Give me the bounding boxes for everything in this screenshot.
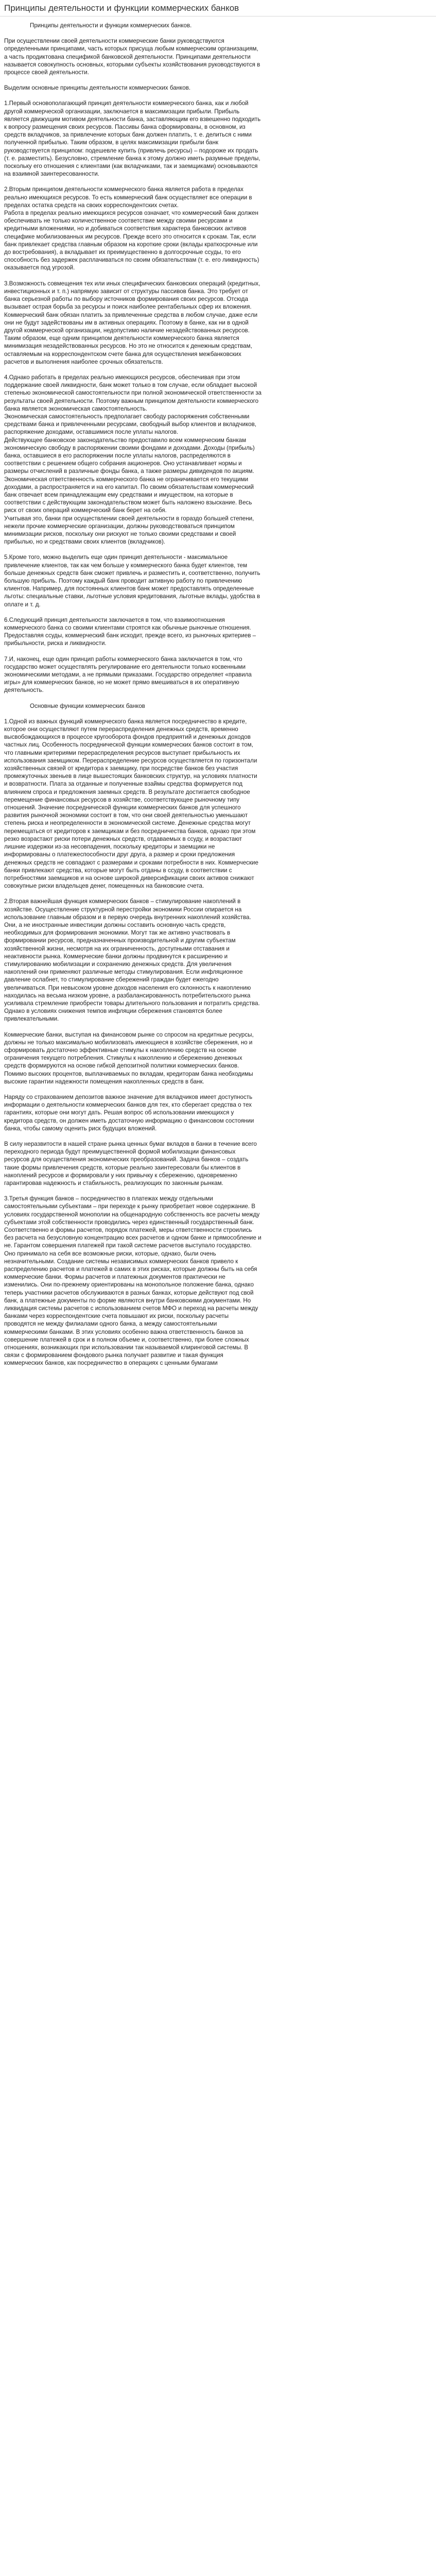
- function-2-paragraph: 2.Вторая важнейшая функция коммерческих банков – стимулирование накоплений в хозяйстве. Осуществление структурной перестройки экономики России опирается на использование главным образом и в первую очередь внутренних накоплений хозяйства. Они, а не иностранные инвестиции должны составить основную часть средств, необходимых для формирования экономики. Могут так же активно участвовать в формировании ресурсов, предназначенных производительной и другим субъектам хозяйственной жизни, несмотря на их ограниченность, доступными отставания и неактивности рынка. Коммерческие банки должны продвинутся к расширению и стимулированию мобилизации и сохранению денежных средств. Для увеличения накоплений они применяют различные методы стимулирования. Если инфляционное давление ослабнет, то стимулирование сбережений граждан будет ежегодно увеличиваться. При невысоком уровне доходов населения его склонность к накоплению находилась на весьма низком уровне, а разбалансированность потребительского рынка усиливала стремление приобрести товары длительного пользования и потратить средства. Однако в условиях снижения темпов инфляции сбережения становятся более привлекательными.: [4, 898, 260, 1023]
- principle-3-paragraph-continued: Коммерческий банк обязан платить за привлеченные средства в любом случае, даже если они не будут задействованы им в активных операциях. Поэтому в банке, как ни в одной другой коммерческой организации, недопустимо наличие незадействованных ресурсов. Таким образом, еще одним принципом деятельности коммерческого банка является минимизация незадействованных ресурсов. Но это не относится к денежным средствам, оставляемым на корреспондентском счете банка для осуществления межбанковских расчетов и выполнения наиболее срочных обязательств.: [4, 311, 258, 365]
- principle-4-paragraph-b: Экономическая самостоятельность предполагает свободу распоряжения собственными средствами банка и привлеченными ресурсами, свободный выбор клиентов и вкладчиков, распоряжение доходами, оставшимися после уплаты налогов.: [4, 413, 256, 436]
- principle-5-paragraph: 5.Кроме того, можно выделить еще один принцип деятельности - максимальное привлечение клиентов, так как чем больше у коммерческого банка будет клиентов, тем больше денежных средств банк сможет привлечь и разместить и, соответственно, получить большую прибыль. Поэтому каждый банк проводит активную работу по привлечению клиентов. Например, для постоянных клиентов банк может предоставлять определенные льготы: специальные ставки, льготные условия кредитования, льготные вклады, удобства в оплате и т. д.: [4, 554, 260, 608]
- principles-intro-paragraph: Выделим основные принципы деятельности коммерческих банков.: [4, 84, 191, 92]
- article-heading: Принципы деятельности и функции коммерческих банков.: [30, 22, 192, 29]
- principle-6-paragraph: 6.Следующий принцип деятельности заключается в том, что взаимоотношения коммерческого банка со своими клиентами строятся как обычные рыночные отношения. Предоставляя ссуды, коммерческий банк исходит, прежде всего, из рыночных критериев – прибыльности, риска и ликвидности.: [4, 616, 256, 647]
- page-title: Принципы деятельности и функции коммерческих банков: [0, 0, 436, 16]
- article-body: [0, 16, 266, 1385]
- principle-4-paragraph-e: Учитывая это, банки при осуществлении своей деятельности в гораздо большей степени, нежели прочие коммерческие организации, должны руководствоваться принципом минимизации рисков, поскольку они рискуют не только своими средствами и своей прибылью, но и средствами своих клиентов (вкладчиков).: [4, 515, 254, 546]
- function-2-paragraph-b: Коммерческие банки, выступая на финансовом рынке со спросом на кредитные ресурсы, должны не только максимально мобилизовать имеющиеся в хозяйстве сбережения, но и сформировать достаточно эффективные стимулы к накоплению средств на основе ограничения текущего потребления. Стимулы к накоплению и сбережению денежных средств формируются на основе гибкой депозитной политики коммерческих банков. Помимо высоких процентов, выплачиваемых по вкладам, кредиторам банка необходимы высокие гарантии надежности помещения накопленных средств в банк.: [4, 1031, 254, 1085]
- function-1-paragraph: 1.Одной из важных функций коммерческого банка является посредничество в кредите, которое они осуществляют путем перераспределения денежных средств, временно высвобождающихся в процессе кругооборота фондов предприятий и денежных доходов частных лиц. Особенность посреднической функции коммерческих банков состоит в том, что главными критериями перераспределения ресурсов выступает прибыльность их использования заемщиком. Перераспределение ресурсов осуществляется по горизонтали хозяйственных связей от кредитора к заемщику, при посредстве банков без участия промежуточных звеньев в лице вышестоящих банковских структур, на условиях платности и возвратности. Плата за отданные и полученные взаймы средства формируется под влиянием спроса и предложения заемных средств. В результате достигается свободное перемещение финансовых ресурсов в хозяйстве, соответствующее рыночному типу отношений. Значение посреднической функции коммерческих банков для успешного развития рыночной экономики состоит в том, что они своей деятельностью уменьшают степень риска и неопределенности в экономической системе. Денежные средства могут перемещаться от кредиторов к заемщикам и без посредничества банков, однако при этом резко возрастают риски потери денежных средств, отдаваемых в ссуду, и возрастают лишние издержки из-за несовпадения, поскольку кредиторы и заемщики не информированы о платежеспособности друг друга, а размер и сроки предложения денежных средств не совпадают с размерами и сроками потребности в них. Коммерческие банки привлекают средства, которые могут быть отданы в ссуду, в соответствии с потребностями заемщиков и на основе широкой диверсификации своих активов снижают совокупные риски владельцев денег, помещенных на банковские счета.: [4, 718, 258, 890]
- function-2-paragraph-d: В силу неразвитости в нашей стране рынка ценных бумаг вкладов в банки в течение всего переходного периода будут преимущественной формой мобилизации финансовых ресурсов для осуществления экономических преобразований. Задача банков – создать такие формы привлечения средств, которые реально заинтересовали бы клиентов в накоплений ресурсов и формировали у них привычку к сбережению, одновременно гарантировав надежность и стабильность, реализующих по законным рынкам.: [4, 1141, 257, 1187]
- principle-2-paragraph-continued: Работа в пределах реально имеющихся ресурсов означает, что коммерческий банк должен обеспечивать не только количественное соответствие между своими ресурсами и кредитными вложениями, но и добиваться соответствия характера банковских активов специфике мобилизованных им ресурсов. Прежде всего это относится к срокам. Так, если банк привлекает средства главным образом на короткие сроки (вклады краткосрочные или до востребования), а вкладывает их преимущественно в долгосрочные ссуды, то его способность без задержек расплачиваться по своим обязательствам (т. е. его ликвидность) оказывается под угрозой.: [4, 210, 259, 272]
- function-3-paragraph: 3.Третья функция банков – посредничество в платежах между отдельными самостоятельными субъектами – при переходе к рынку приобретает новое содержание. В условиях государственной монополии на общенародную собственность все расчеты между субъектами этой собственности проводились через единственный государственный банк. Соответственно и формы расчетов, порядок платежей, меры ответственности строились без расчета на безусловную концентрацию всех расчетов и одном банке и прямособление и не. Гарантом совершения платежей при такой системе расчетов выступало государство. Оно принимало на себя все возможные риски, которые, однако, были очень незначительными. Создание системы независимых коммерческих банков привело к распределению расчетов и платежей в самих в этих рисках, которые должны быть на себя коммерческие банки. Формы расчетов и платежных документов практически не изменились. Они по-прежнему ориентированы на монопольное положение банка, однако теперь участники расчетов обслуживаются в разных банках, которые действуют под свой банк, а платежные документы по форме являются внутри банковскими документами. Но ликвидация системы расчетов с использованием счетов МФО и переход на расчеты между банками через корреспондентские счета повышают их риски, поскольку расчеты проводятся не между филиалами одного банка, а между самостоятельными коммерческими банками. В этих условиях особенно важна ответственность банков за совершение платежей в срок и в полном объеме и, соответственно, при более сложных отношениях, возникающих при использовании так называемой клиринговой системы. В связи с формированием фондового рынка получает развитие и такая функция коммерческих банков, как посредничество в операциях с ценными бумагами: [4, 1195, 261, 1367]
- principle-4-paragraph-c: Действующее банковское законодательство предоставило всем коммерческим банкам экономическую свободу в распоряжении своими фондами и доходами. Доходы (прибыль) банка, оставшиеся в его распоряжении после уплаты налогов, распределяются в соответствии с решением общего собрания акционеров. Оно устанавливает нормы и размеры отчислений в различные фонды банка, а также размеры дивидендов по акциям.: [4, 436, 255, 475]
- principle-3-paragraph: 3.Возможность совмещения тех или иных специфических банковских операций (кредитных, инвестиционных и т. п.) напрямую зависит от структуры пассивов банка. Это требует от банка серьезной работы по выбору источников формирования своих ресурсов. Отсюда вызывает острая борьба за ресурсы и поиск наиболее рентабельных сфер их вложения.: [4, 280, 260, 311]
- principle-1-paragraph: 1.Первый основополагающий принцип деятельности коммерческого банка, как и любой другой коммерческой организации, заключается в максимизации прибыли. Прибыль является движущим мотивом деятельности банка, заставляющим его взвешенно подходить к вопросу размещения своих ресурсов. Пассивы банка сформированы, в основном, из средств вкладчиков, за привлечение которых банк должен платить, т. е. делиться с ними полученной прибылью. Таким образом, в целях максимизации прибыли банк руководствуется принципом: подешевле купить (привлечь ресурсы) – подороже их продать (т. е. разместить). Безусловно, стремление банка к этому должно иметь разумные пределы, поскольку его отношения с клиентами (как вкладчиками, так и заемщиками) основываются на взаимной заинтересованности.: [4, 100, 261, 178]
- intro-paragraph: При осуществлении своей деятельности коммерческие банки руководствуются определенными принципами, часть которых присуща любым коммерческим организациям, а часть продиктована спецификой банковской деятельности. Принципами деятельности называется совокупность основных, которыми субъекты хозяйствования руководствуются в процессе своей деятельности.: [4, 38, 260, 76]
- principle-4-paragraph: 4.Однако работать в пределах реально имеющихся ресурсов, обеспечивая при этом поддержание своей ликвидности, банк может только в том случае, если обладает высокой степенью экономической самостоятельности при полной экономической ответственности за результаты своей деятельности. Поэтому важным принципом деятельности коммерческого банка является экономическая самостоятельность.: [4, 374, 261, 412]
- principle-4-paragraph-d: Экономическая ответственность коммерческого банка не ограничивается его текущими доходами, а распространяется и на его капитал. По своим обязательствам коммерческий банк отвечает всем принадлежащим ему средствами и имуществом, на которые в соответствии с действующим законодательством может быть наложено взыскание. Весь риск от своих операций коммерческий банк берет на себя.: [4, 476, 254, 514]
- principle-7-paragraph: 7.И, наконец, еще один принцип работы коммерческого банка заключается в том, что государство может осуществлять регулирование его деятельности только косвенными экономическими методами, а не прямыми приказами. Государство определяет «правила игры» для коммерческих банков, но не может прямо вмешиваться в их оперативную деятельность.: [4, 655, 252, 694]
- function-2-paragraph-c: Наряду со страхованием депозитов важное значение для вкладчиков имеет доступность информации о деятельности коммерческих банков для тех, кто сберегает средства о тех гарантиях, которые они могут дать. Решая вопрос об использовании имеющихся у кредитора средств, он должен иметь достаточную информацию о финансовом состоянии банка, чтобы самому оценить риск будущих вложений.: [4, 1093, 254, 1132]
- principle-2-paragraph: 2.Вторым принципом деятельности коммерческого банка является работа в пределах реально имеющихся ресурсов. То есть коммерческий банк осуществляет все операции в пределах остатка средств на своих корреспондентских счетах.: [4, 186, 252, 209]
- functions-heading: Основные функции коммерческих банков: [30, 702, 145, 709]
